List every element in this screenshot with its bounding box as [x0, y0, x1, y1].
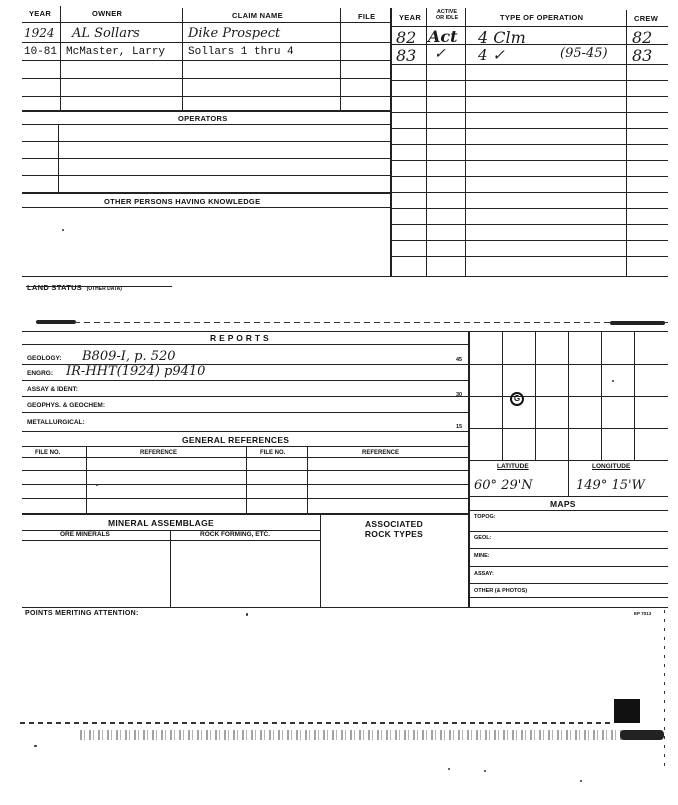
header-claim-name: CLAIM NAME: [232, 11, 283, 20]
ref-col-reference-2: REFERENCE: [362, 450, 400, 456]
maps-geol: GEOL:: [474, 535, 492, 541]
claim-1-year: 1924: [24, 26, 55, 40]
scale-15: 15: [456, 424, 463, 430]
header-activity-year: YEAR: [399, 13, 422, 22]
maps-other: OTHER (& PHOTOS): [474, 588, 528, 594]
claim-2-owner: McMaster, Larry: [66, 46, 166, 58]
activity-1-crew: 82: [632, 28, 653, 47]
geophys-geochem-label: GEOPHYS. & GEOCHEM:: [27, 402, 106, 409]
header-type-of-operation: TYPE OF OPERATION: [500, 13, 584, 22]
claim-2-year: 10-81: [24, 46, 58, 58]
associated-rock-types: ASSOCIATED ROCK TYPES: [364, 519, 424, 539]
geology-value: B809-I, p. 520: [82, 349, 176, 364]
maps-mine: MINE:: [474, 553, 490, 559]
ref-col-reference-1: REFERENCE: [140, 450, 178, 456]
header-crew: CREW: [634, 14, 659, 23]
activity-2-crew: 83: [632, 46, 653, 65]
longitude-label: LONGITUDE: [592, 463, 631, 470]
activity-2-range: (95-45): [560, 46, 608, 61]
maps-heading: MAPS: [550, 499, 576, 509]
geology-label: GEOLOGY:: [27, 355, 62, 362]
activity-2-status: ✓: [434, 46, 446, 62]
activity-1-operation: 4 Clm: [478, 28, 526, 47]
points-meriting-attention-label: POINTS MERITING ATTENTION:: [25, 610, 139, 617]
activity-2-year: 83: [396, 46, 417, 65]
header-owner: OWNER: [92, 9, 123, 18]
maps-topog: TOPOG:: [474, 514, 496, 520]
engrg-value: IR-HHT(1924) p9410: [66, 364, 206, 379]
engrg-label: ENGRG:: [27, 370, 53, 377]
assay-ident-label: ASSAY & IDENT:: [27, 386, 78, 393]
ref-col-file-no-2: FILE NO.: [260, 450, 286, 456]
scale-45: 45: [456, 357, 463, 363]
mineral-assemblage-heading: MINERAL ASSEMBLAGE: [108, 518, 214, 528]
land-status-label: LAND STATUS (OTHER DATA): [27, 283, 122, 292]
activity-1-status: Act: [428, 27, 458, 46]
latitude-label: LATITUDE: [497, 463, 529, 470]
activity-1-year: 82: [396, 28, 417, 47]
scale-30: 30: [456, 392, 463, 398]
reports-heading: R E P O R T S: [210, 333, 270, 343]
general-references-heading: GENERAL REFERENCES: [182, 435, 290, 445]
header-year: YEAR: [29, 9, 52, 18]
ore-minerals-heading: ORE MINERALS: [60, 531, 110, 538]
claim-2-claim-name: Sollars 1 thru 4: [188, 46, 294, 58]
header-active-idle: ACTIVE OR IDLE: [435, 9, 459, 21]
ref-col-file-no-1: FILE NO.: [35, 450, 61, 456]
other-persons-heading: OTHER PERSONS HAVING KNOWLEDGE: [104, 197, 261, 206]
latitude-value: 60° 29'N: [474, 478, 533, 493]
rock-forming-heading: ROCK FORMING, ETC.: [200, 531, 271, 538]
form-number: EP 7013: [634, 611, 652, 616]
longitude-value: 149° 15'W: [576, 478, 645, 493]
header-file: FILE: [358, 12, 376, 21]
metallurgical-label: METALLURGICAL:: [27, 419, 85, 426]
maps-assay: ASSAY:: [474, 571, 494, 577]
activity-2-operation: 4 ✓: [478, 46, 505, 64]
claim-1-owner: AL Sollars: [72, 26, 140, 41]
claim-1-claim-name: Dike Prospect: [188, 26, 281, 41]
operators-heading: OPERATORS: [178, 114, 228, 123]
location-marker: G: [510, 392, 524, 406]
